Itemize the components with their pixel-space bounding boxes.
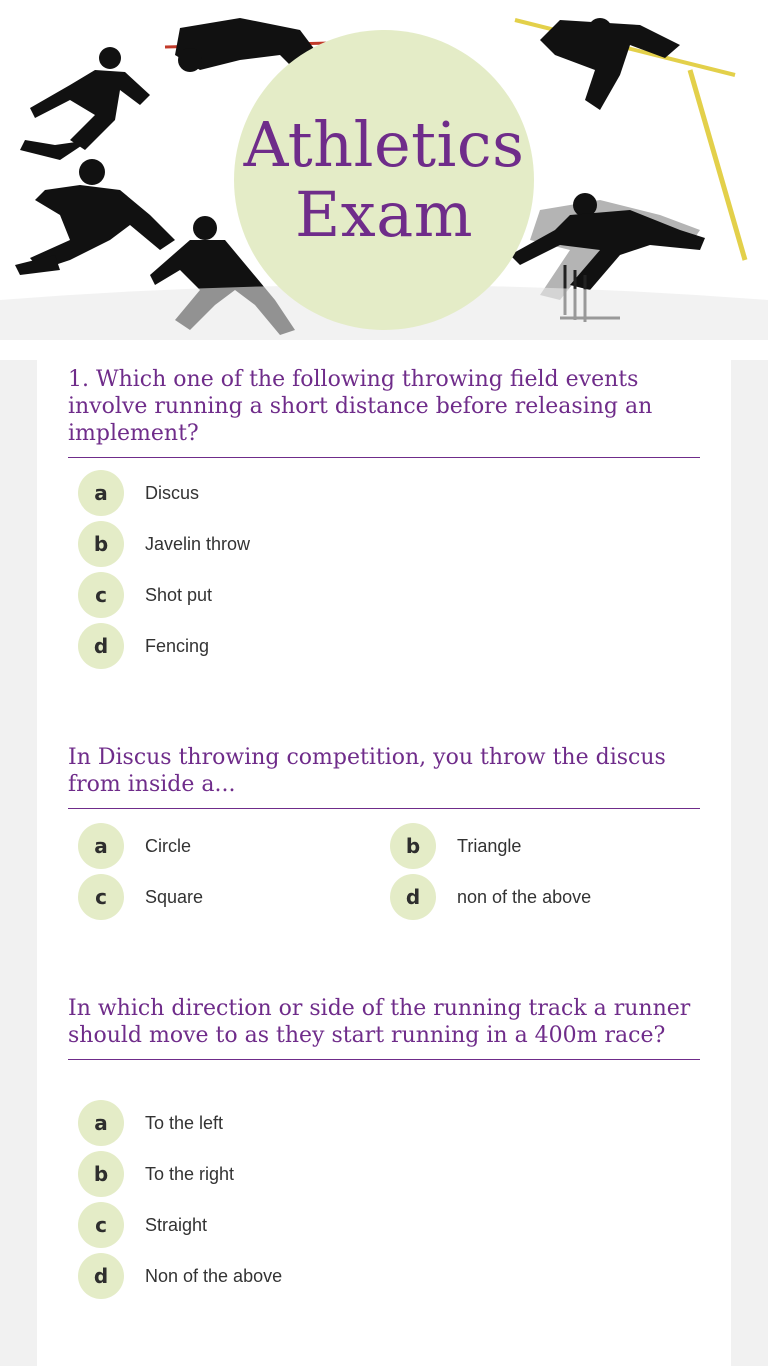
exam-worksheet xyxy=(37,360,731,1366)
question-3-option-c[interactable] xyxy=(78,1202,207,1248)
question-1 xyxy=(68,366,700,458)
question-3 xyxy=(68,995,700,1060)
question-1-text: 1. Which one of the following throwing field events involve running a short distance before releasing an implement? xyxy=(68,366,700,458)
question-3-option-d[interactable] xyxy=(78,1253,282,1299)
question-1-option-b[interactable] xyxy=(78,521,250,567)
option-letter-badge: d xyxy=(78,1253,124,1299)
page-title-line-2: Exam xyxy=(295,178,473,251)
option-letter-badge: d xyxy=(390,874,436,920)
option-label: Fencing xyxy=(145,635,210,656)
option-letter-badge: c xyxy=(78,1202,124,1248)
option-label: Non of the above xyxy=(145,1265,283,1286)
question-2-option-d[interactable] xyxy=(390,874,591,920)
option-letter-badge: a xyxy=(78,470,124,516)
title-badge xyxy=(234,30,534,330)
option-label: To the left xyxy=(145,1112,224,1133)
question-2-text: In Discus throwing competition, you throw the discus from inside a... xyxy=(68,744,700,809)
question-2-option-b[interactable] xyxy=(390,823,521,869)
question-2-option-c[interactable] xyxy=(78,874,203,920)
question-3-option-a[interactable] xyxy=(78,1100,223,1146)
option-label: To the right xyxy=(145,1163,235,1184)
option-label: Discus xyxy=(145,482,200,503)
option-label: Straight xyxy=(145,1214,208,1235)
option-letter-badge: a xyxy=(78,823,124,869)
question-1-option-d[interactable] xyxy=(78,623,209,669)
option-letter-badge: a xyxy=(78,1100,124,1146)
option-letter-badge: b xyxy=(78,1151,124,1197)
option-letter-badge: c xyxy=(78,874,124,920)
option-letter-badge: c xyxy=(78,572,124,618)
option-letter-badge: d xyxy=(78,623,124,669)
question-2 xyxy=(68,744,700,809)
option-label: Circle xyxy=(145,835,192,856)
question-1-option-a[interactable] xyxy=(78,470,199,516)
option-label: Shot put xyxy=(145,584,213,605)
option-letter-badge: b xyxy=(390,823,436,869)
option-label: non of the above xyxy=(457,886,592,907)
option-letter-badge: b xyxy=(78,521,124,567)
question-3-text: In which direction or side of the running track a runner should move to as they start running in a 400m race? xyxy=(68,995,700,1060)
question-1-option-c[interactable] xyxy=(78,572,212,618)
header-banner xyxy=(0,0,768,360)
option-label: Square xyxy=(145,886,204,907)
option-label: Javelin throw xyxy=(145,533,251,554)
page-title-line-1: Athletics xyxy=(243,108,525,181)
question-3-option-b[interactable] xyxy=(78,1151,234,1197)
option-label: Triangle xyxy=(457,835,522,856)
question-2-option-a[interactable] xyxy=(78,823,191,869)
